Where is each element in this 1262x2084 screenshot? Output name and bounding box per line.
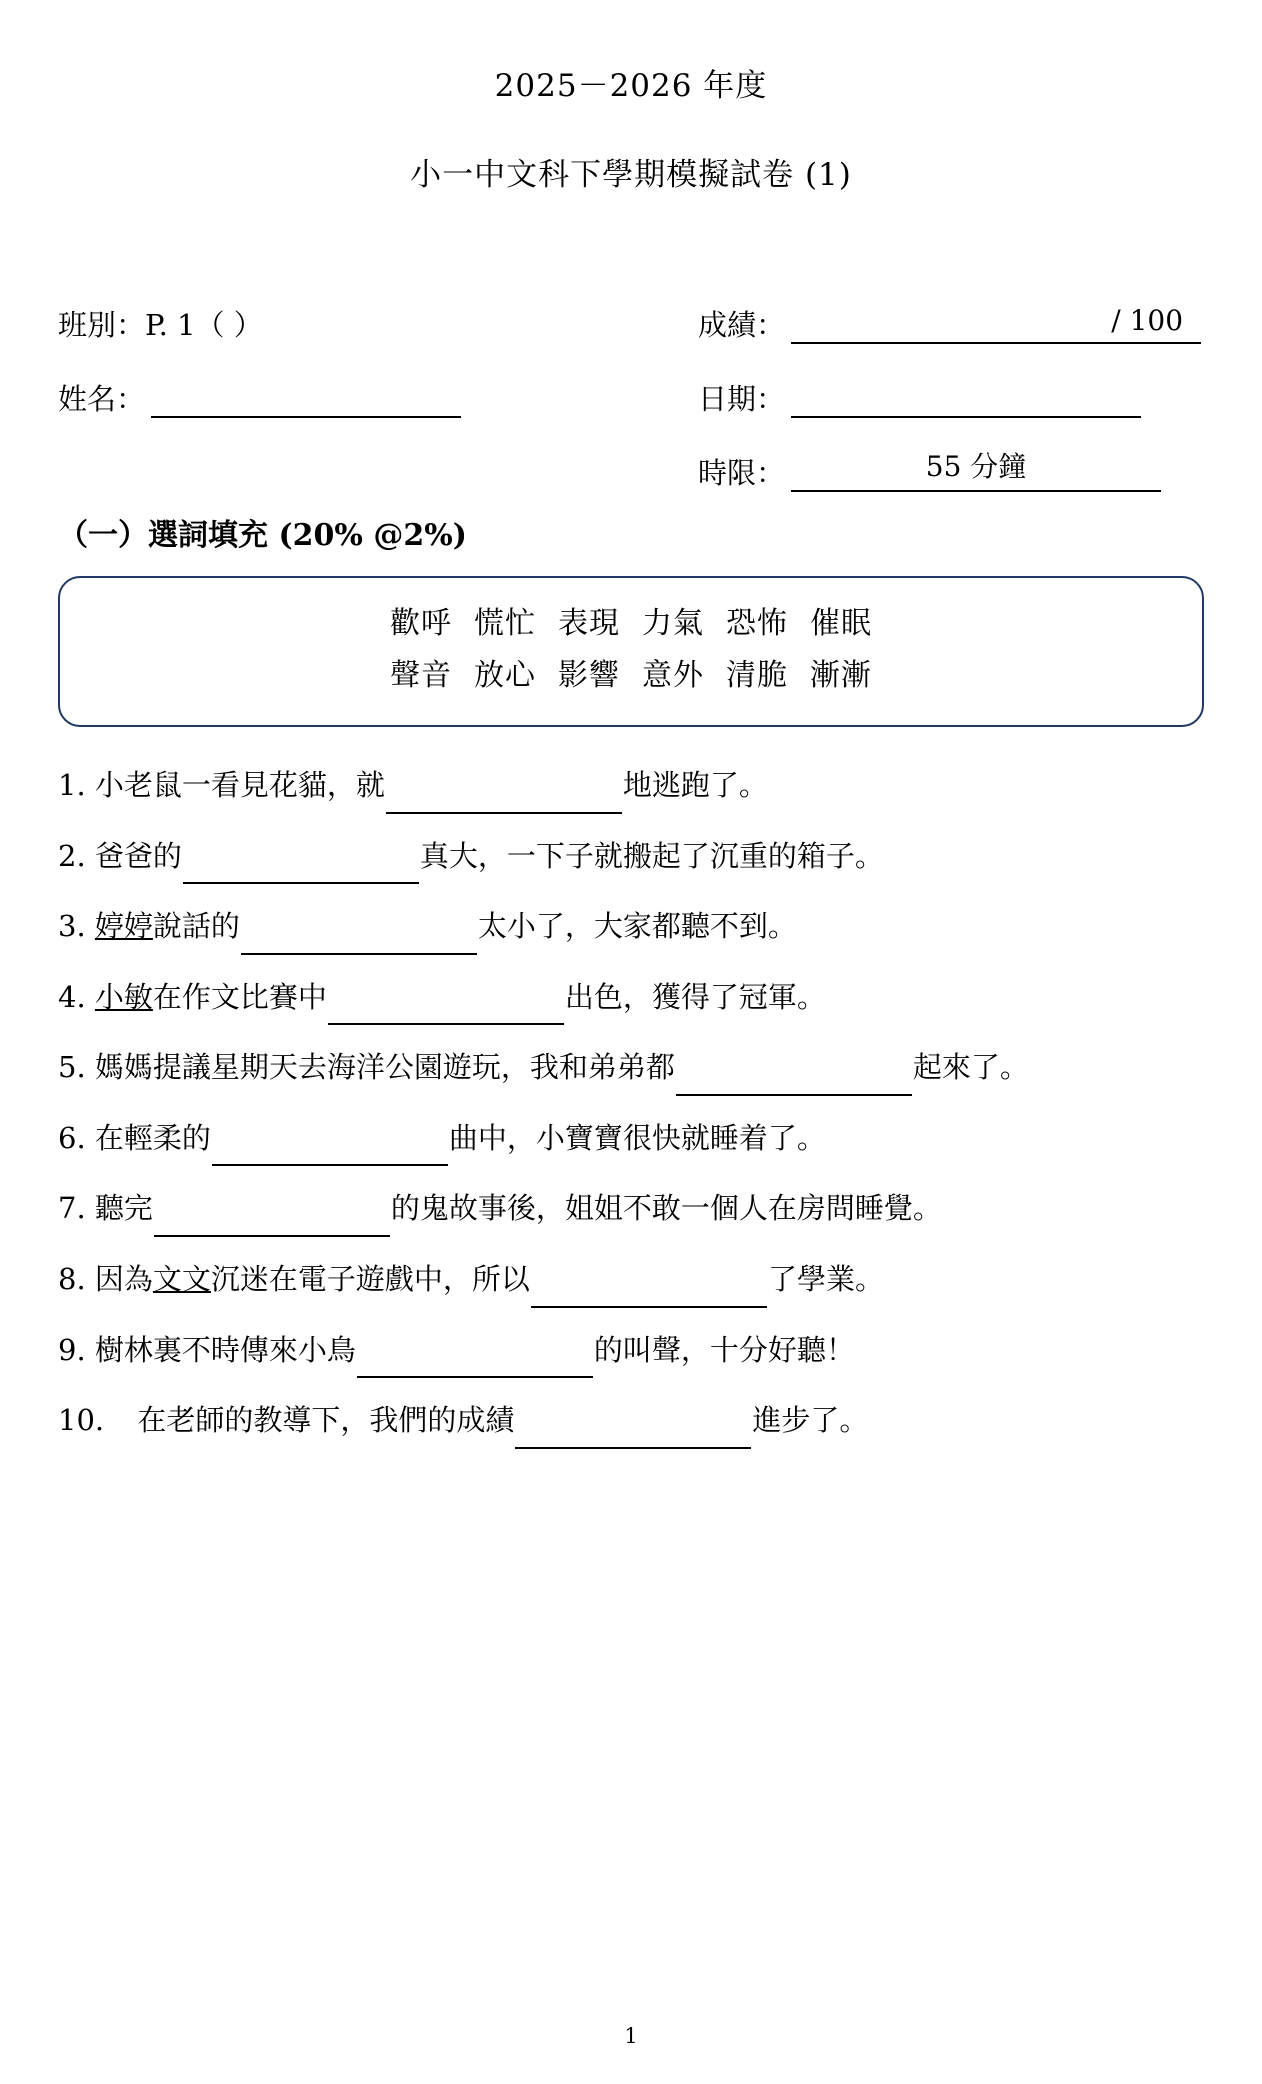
score-input-line[interactable] [791,304,1201,344]
question-text-after-blank: 出色，獲得了冠軍。 [564,979,826,1014]
question-item [58,1039,1204,1096]
time-limit-value: 55 分鐘 [925,450,1027,483]
question-text-before-blank: 聽完 [94,1191,153,1226]
word-bank-row-1 [70,598,1192,650]
name-input-line[interactable] [151,415,461,418]
question-text-before-blank: 婷婷說話的 [94,909,240,944]
question-item [58,1322,1204,1379]
word-bank-item: 力氣 [642,606,704,641]
word-bank-item: 意外 [642,657,704,693]
question-item [58,1392,1204,1449]
score-label: 成績： [698,308,786,342]
question-text-after-blank: 太小了，大家都聽不到。 [477,909,797,944]
word-bank-item: 歡呼 [390,606,452,641]
word-bank-row-2 [70,650,1192,702]
proper-noun-underline: 文文 [152,1262,211,1297]
word-bank-box [58,576,1204,727]
class-row [58,270,658,344]
question-item [58,969,1204,1026]
question-item [58,757,1204,814]
student-info-right-column [698,270,1258,492]
time-limit-label: 時限： [698,456,786,490]
answer-blank[interactable] [515,1416,751,1448]
question-item [58,898,1204,955]
answer-blank[interactable] [212,1134,448,1166]
question-text-after-blank: 真大，一下子就搬起了沉重的箱子。 [419,838,884,873]
word-bank-item: 恐怖 [726,606,788,641]
question-number: 4. [58,979,95,1014]
answer-blank[interactable] [357,1346,593,1378]
question-text-after-blank: 曲中，小寶寶很快就睡着了。 [448,1120,826,1155]
question-item [58,1110,1204,1167]
page-number: 1 [624,2024,638,2048]
date-input-line[interactable] [791,415,1141,418]
question-text-before-blank: 因為文文沉迷在電子遊戲中，所以 [94,1262,530,1297]
question-item [58,1180,1204,1237]
question-text-after-blank: 的鬼故事後，姐姐不敢一個人在房問睡覺。 [390,1191,942,1226]
time-limit-row [698,418,1258,492]
question-text-after-blank: 的叫聲，十分好聽！ [593,1332,855,1367]
question-text-before-blank: 在老師的教導下，我們的成績 [137,1403,515,1438]
answer-blank[interactable] [183,852,419,884]
title-block [58,60,1204,194]
date-row [698,344,1258,418]
section-heading-one: （一）選詞填充 (20% @2%) [58,518,467,553]
question-text-after-blank: 地逃跑了。 [622,768,768,803]
question-text-before-blank: 爸爸的 [94,838,182,873]
answer-blank[interactable] [676,1063,912,1095]
name-row [58,344,658,418]
question-number: 10. [58,1403,114,1438]
date-label: 日期： [698,382,786,416]
question-number: 6. [58,1120,95,1155]
question-text-after-blank: 進步了。 [752,1403,869,1438]
question-number: 7. [58,1191,95,1226]
question-text-before-blank: 小老鼠一看見花貓，就 [94,768,385,803]
question-number: 2. [58,838,95,873]
question-list [58,757,1204,1448]
answer-blank[interactable] [328,993,564,1025]
question-number: 3. [58,909,95,944]
question-text-before-blank: 媽媽提議星期天去海洋公園遊玩，我和弟弟都 [94,1050,675,1085]
proper-noun-underline: 小敏 [94,979,153,1014]
answer-blank[interactable] [386,781,622,813]
proper-noun-underline: 婷婷 [94,909,153,944]
question-number: 5. [58,1050,95,1085]
student-info-block [58,270,1204,490]
time-limit-line [791,450,1161,492]
question-text-after-blank: 了學業。 [767,1262,884,1297]
answer-blank[interactable] [531,1275,767,1307]
word-bank-item: 清脆 [726,657,788,693]
word-bank-item: 放心 [474,657,536,693]
word-bank-item: 漸漸 [810,657,872,693]
page-title-paper: 小一中文科下學期模擬試卷 (1) [410,157,852,193]
page-title-year: 2025－2026 年度 [494,68,768,104]
word-bank-item: 聲音 [390,657,452,693]
word-bank-item: 慌忙 [474,606,536,641]
question-text-before-blank: 在輕柔的 [94,1120,211,1155]
name-label: 姓名： [58,382,146,416]
word-bank-item: 催眠 [810,606,872,641]
word-bank-item: 影響 [558,657,620,693]
score-max-value: / 100 [1111,304,1184,337]
question-item [58,1251,1204,1308]
word-bank-item: 表現 [558,606,620,641]
question-number: 9. [58,1332,95,1367]
answer-blank[interactable] [154,1205,390,1237]
class-label: 班別：P. 1（ ） [58,308,263,342]
question-text-after-blank: 起來了。 [912,1050,1029,1085]
score-row [698,270,1258,344]
question-text-before-blank: 樹林裏不時傳來小鳥 [94,1332,356,1367]
question-text-before-blank: 小敏在作文比賽中 [94,979,327,1014]
question-item [58,828,1204,885]
student-info-left-column [58,270,658,418]
answer-blank[interactable] [241,922,477,954]
question-number: 8. [58,1262,95,1297]
question-number: 1. [58,768,95,803]
